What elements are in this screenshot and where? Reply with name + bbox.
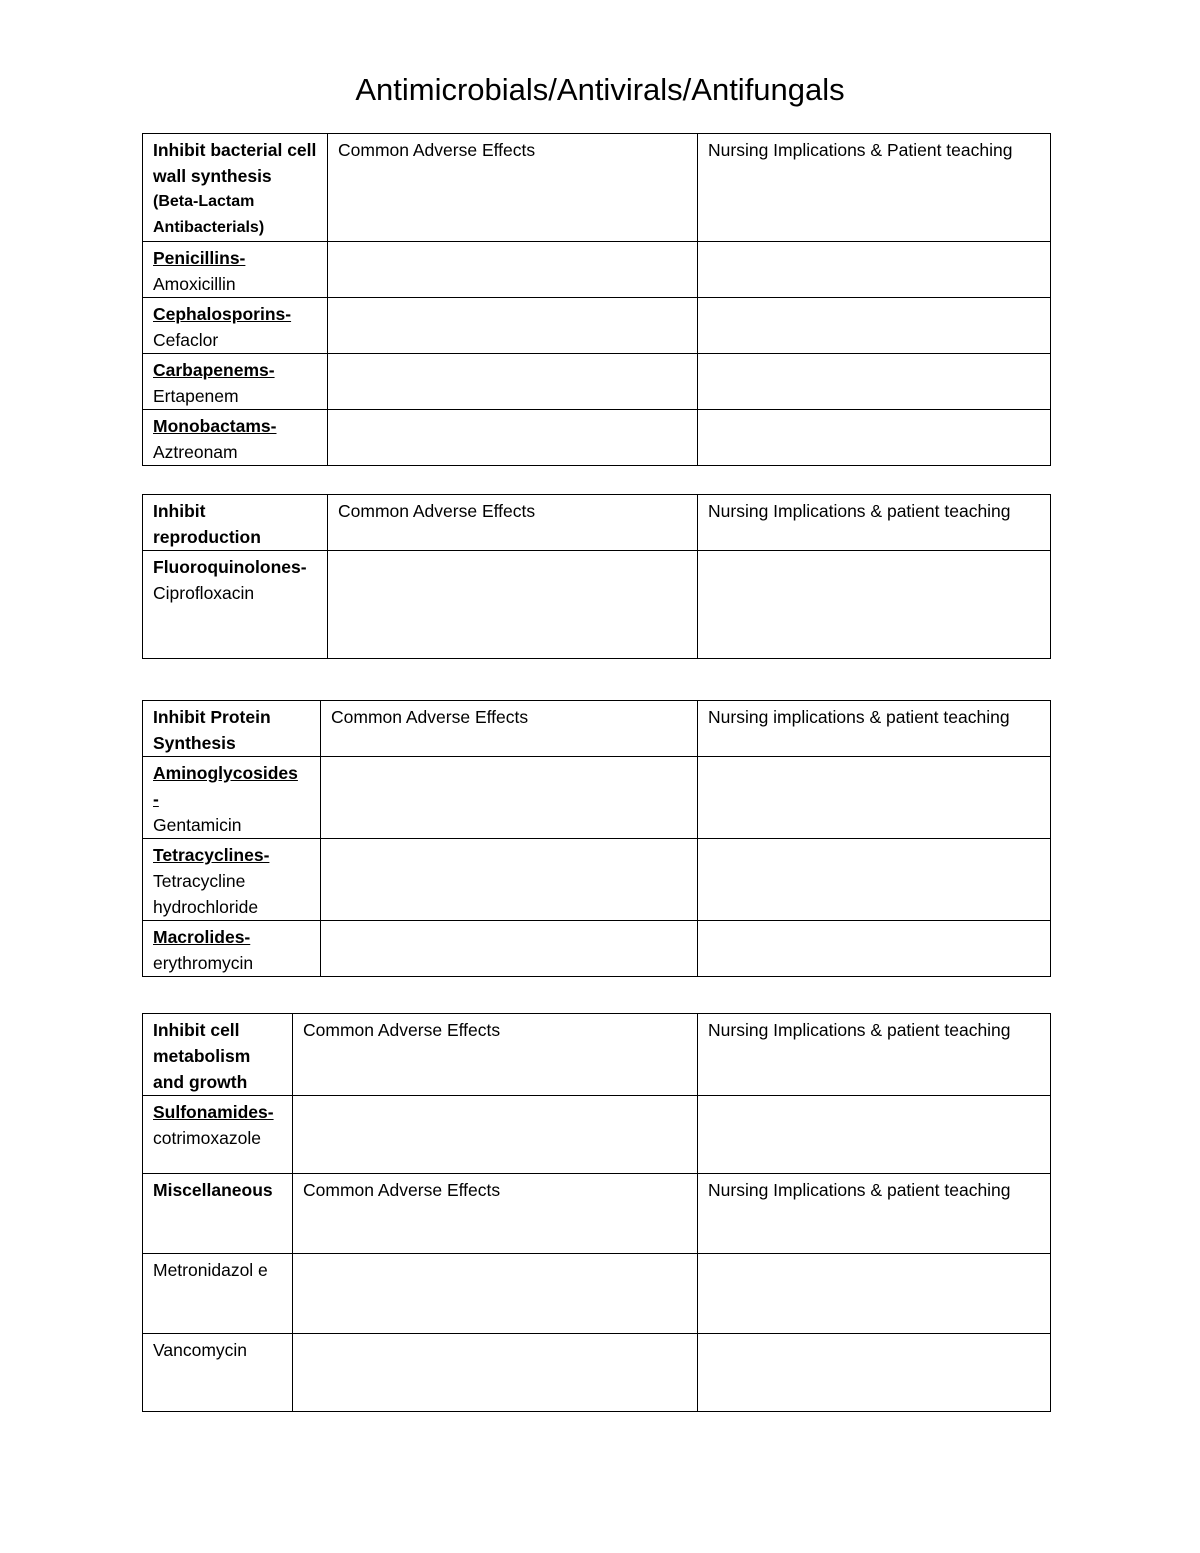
drug-name: Ciprofloxacin bbox=[153, 583, 255, 603]
adverse-effects-cell[interactable] bbox=[321, 757, 698, 839]
table-row bbox=[143, 551, 1051, 659]
drug-class-label: Aminoglycosides - bbox=[153, 763, 298, 809]
adverse-effects-cell[interactable] bbox=[321, 921, 698, 977]
table-row bbox=[143, 354, 1051, 410]
table-row bbox=[143, 410, 1051, 466]
table-row bbox=[143, 1096, 1051, 1174]
drug-class-cell bbox=[143, 839, 321, 921]
drug-class-cell bbox=[143, 298, 328, 354]
drug-name: erythromycin bbox=[153, 953, 254, 973]
adverse-effects-header: Common Adverse Effects bbox=[328, 495, 698, 551]
nursing-implications-cell[interactable] bbox=[698, 1254, 1051, 1334]
drug-class-cell bbox=[143, 242, 328, 298]
nursing-implications-cell[interactable] bbox=[698, 410, 1051, 466]
reproduction-table bbox=[142, 494, 1051, 659]
nursing-implications-header: Nursing implications & patient teaching bbox=[698, 701, 1051, 757]
category-label: Inhibit reproduction bbox=[153, 501, 261, 547]
table-header-row bbox=[143, 1174, 1051, 1254]
drug-class-cell bbox=[143, 354, 328, 410]
drug-name: Cefaclor bbox=[153, 330, 219, 350]
nursing-implications-header: Nursing Implications & Patient teaching bbox=[698, 134, 1051, 242]
drug-name: Gentamicin bbox=[153, 815, 242, 835]
nursing-implications-cell[interactable] bbox=[698, 1334, 1051, 1412]
nursing-implications-cell[interactable] bbox=[698, 839, 1051, 921]
adverse-effects-cell[interactable] bbox=[293, 1096, 698, 1174]
adverse-effects-cell[interactable] bbox=[328, 242, 698, 298]
nursing-implications-header: Nursing Implications & patient teaching bbox=[698, 1014, 1051, 1096]
drug-class-label: Macrolides- bbox=[153, 927, 251, 947]
table-row bbox=[143, 242, 1051, 298]
drug-class-label: Monobactams- bbox=[153, 416, 277, 436]
table-header-row bbox=[143, 134, 1051, 242]
category-cell bbox=[143, 1014, 293, 1096]
nursing-implications-header: Nursing Implications & patient teaching bbox=[698, 1174, 1051, 1254]
adverse-effects-cell[interactable] bbox=[328, 354, 698, 410]
drug-name: Metronidazol e bbox=[153, 1260, 268, 1280]
adverse-effects-header: Common Adverse Effects bbox=[293, 1014, 698, 1096]
drug-class-label: Fluoroquinolones- bbox=[153, 557, 307, 577]
nursing-implications-cell[interactable] bbox=[698, 757, 1051, 839]
table-header-row bbox=[143, 1014, 1051, 1096]
table-header-row bbox=[143, 701, 1051, 757]
drug-class-cell bbox=[143, 551, 328, 659]
category-label: Miscellaneous bbox=[153, 1180, 273, 1200]
nursing-implications-header: Nursing Implications & patient teaching bbox=[698, 495, 1051, 551]
nursing-implications-cell[interactable] bbox=[698, 354, 1051, 410]
adverse-effects-cell[interactable] bbox=[321, 839, 698, 921]
adverse-effects-cell[interactable] bbox=[293, 1334, 698, 1412]
drug-class-cell bbox=[143, 757, 321, 839]
table-row bbox=[143, 298, 1051, 354]
drug-class-label: Penicillins- bbox=[153, 248, 246, 268]
adverse-effects-cell[interactable] bbox=[328, 551, 698, 659]
category-cell bbox=[143, 134, 328, 242]
table-row bbox=[143, 839, 1051, 921]
drug-class-cell bbox=[143, 921, 321, 977]
category-label: Inhibit bacterial cell wall synthesis bbox=[153, 140, 317, 186]
drug-class-cell bbox=[143, 1096, 293, 1174]
nursing-implications-cell[interactable] bbox=[698, 551, 1051, 659]
cell-wall-table bbox=[142, 133, 1051, 466]
table-row bbox=[143, 1254, 1051, 1334]
category-cell bbox=[143, 701, 321, 757]
adverse-effects-cell[interactable] bbox=[293, 1254, 698, 1334]
category-label: Inhibit cell metabolism and growth bbox=[153, 1020, 251, 1092]
drug-name: Ertapenem bbox=[153, 386, 239, 406]
drug-class-label: Tetracyclines- bbox=[153, 845, 270, 865]
table-row bbox=[143, 757, 1051, 839]
nursing-implications-cell[interactable] bbox=[698, 921, 1051, 977]
drug-class-label: Cephalosporins- bbox=[153, 304, 292, 324]
category-sublabel: (Beta-Lactam Antibacterials) bbox=[153, 193, 265, 236]
adverse-effects-header: Common Adverse Effects bbox=[321, 701, 698, 757]
drug-name: Aztreonam bbox=[153, 442, 238, 462]
nursing-implications-cell[interactable] bbox=[698, 1096, 1051, 1174]
protein-synthesis-table bbox=[142, 700, 1051, 977]
drug-name-cell bbox=[143, 1254, 293, 1334]
adverse-effects-cell[interactable] bbox=[328, 410, 698, 466]
adverse-effects-header: Common Adverse Effects bbox=[328, 134, 698, 242]
nursing-implications-cell[interactable] bbox=[698, 242, 1051, 298]
adverse-effects-header: Common Adverse Effects bbox=[293, 1174, 698, 1254]
nursing-implications-cell[interactable] bbox=[698, 298, 1051, 354]
drug-class-cell bbox=[143, 410, 328, 466]
table-row bbox=[143, 1334, 1051, 1412]
page-title: Antimicrobials/Antivirals/Antifungals bbox=[355, 72, 845, 107]
category-cell bbox=[143, 495, 328, 551]
drug-name-cell bbox=[143, 1334, 293, 1412]
drug-class-label: Carbapenems- bbox=[153, 360, 275, 380]
drug-name: Vancomycin bbox=[153, 1340, 248, 1360]
category-label: Inhibit Protein Synthesis bbox=[153, 707, 271, 753]
drug-name: cotrimoxazole bbox=[153, 1128, 261, 1148]
table-row bbox=[143, 921, 1051, 977]
drug-name: Amoxicillin bbox=[153, 274, 236, 294]
drug-name: Tetracycline hydrochloride bbox=[153, 871, 259, 917]
category-cell bbox=[143, 1174, 293, 1254]
adverse-effects-cell[interactable] bbox=[328, 298, 698, 354]
cell-metabolism-table bbox=[142, 1013, 1051, 1412]
table-header-row bbox=[143, 495, 1051, 551]
drug-class-label: Sulfonamides- bbox=[153, 1102, 274, 1122]
